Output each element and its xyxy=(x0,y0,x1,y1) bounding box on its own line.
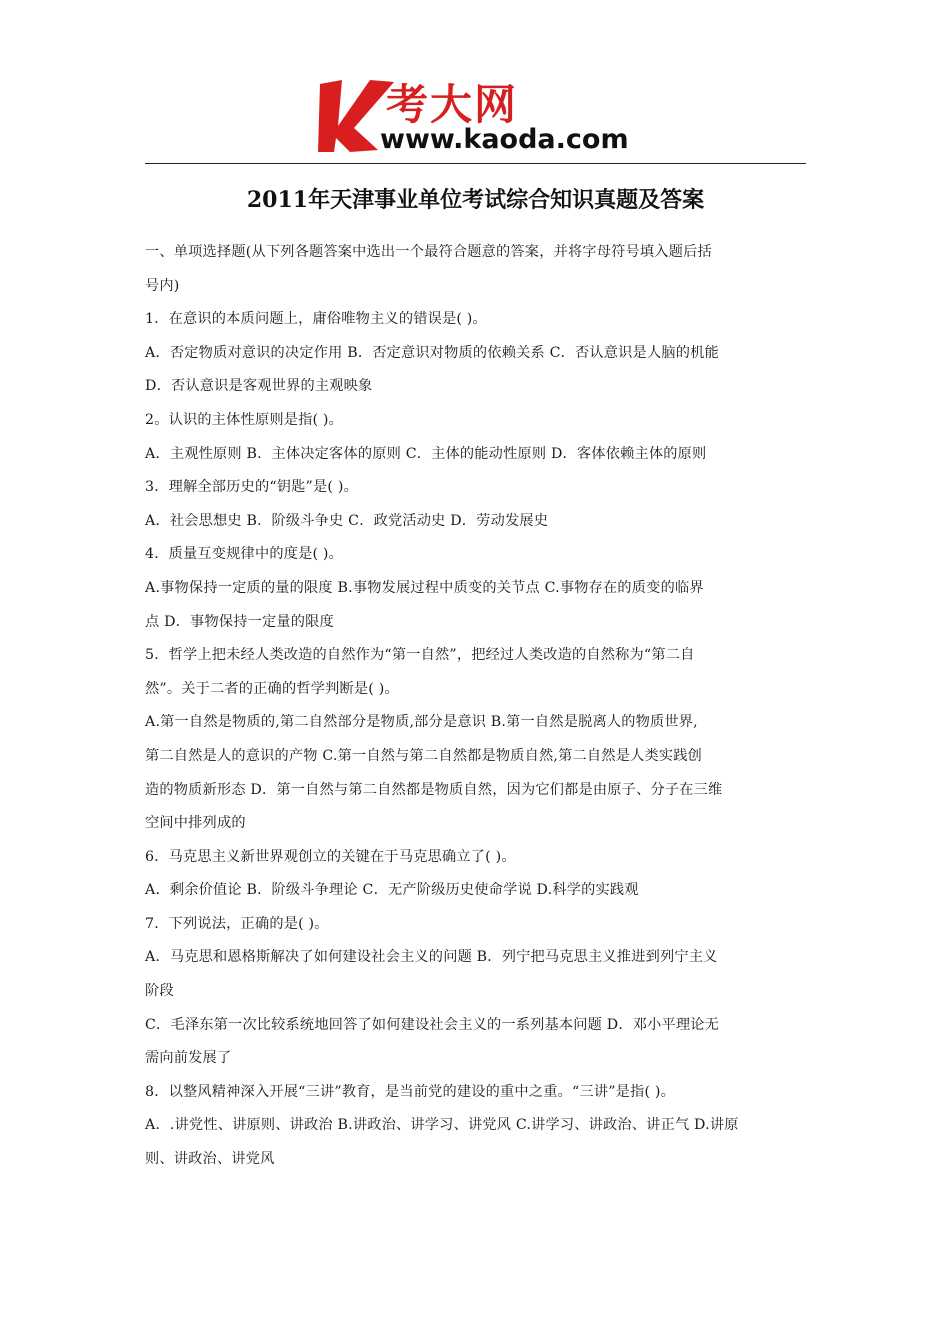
text-line: 第二自然是人的意识的产物 C.第一自然与第二自然都是物质自然,第二自然是人类实践创 xyxy=(145,747,703,764)
kaoda-logo xyxy=(318,78,648,158)
text-line: 然”。关于二者的正确的哲学判断是( )。 xyxy=(145,680,399,697)
text-line: C．毛泽东第一次比较系统地回答了如何建设社会主义的一系列基本问题 D．邓小平理论无 xyxy=(145,1016,720,1033)
text-line: 6．马克思主义新世界观创立的关键在于马克思确立了( )。 xyxy=(145,848,516,865)
text-line: A．剩余价值论 B．阶级斗争理论 C．无产阶级历史使命学说 D.科学的实践观 xyxy=(145,882,639,899)
text-line: 7．下列说法，正确的是( )。 xyxy=(145,915,329,932)
text-line: A．马克思和恩格斯解决了如何建设社会主义的问题 B．列宁把马克思主义推进到列宁主义 xyxy=(145,949,718,966)
text-line: A．社会思想史 B．阶级斗争史 C．政党活动史 D．劳动发展史 xyxy=(145,512,549,529)
text-line: A.事物保持一定质的量的限度 B.事物发展过程中质变的关节点 C.事物存在的质变的临界 xyxy=(145,579,704,596)
text-line: 一、单项选择题(从下列各题答案中选出一个最符合题意的答案，并将字母符号填入题后括 xyxy=(145,244,712,260)
text-line: 5．哲学上把未经人类改造的自然作为“第一自然”，把经过人类改造的自然称为“第二自 xyxy=(145,647,695,664)
page-title: 2011年天津事业单位考试综合知识真题及答案 xyxy=(246,187,705,213)
logo-url: www.kaoda.com xyxy=(380,124,629,155)
text-line: A.第一自然是物质的,第二自然部分是物质,部分是意识 B.第一自然是脱离人的物质世界, xyxy=(145,714,698,731)
document-body xyxy=(145,236,806,1177)
text-line: 4．质量互变规律中的度是( )。 xyxy=(145,546,344,563)
text-line: 则、讲政治、讲党风 xyxy=(145,1151,275,1168)
text-line: 空间中排列成的 xyxy=(145,815,246,832)
text-line: D．否认意识是客观世界的主观映象 xyxy=(145,378,373,395)
text-line: 3．理解全部历史的“钥匙”是( )。 xyxy=(145,479,358,496)
text-line: 1．在意识的本质问题上，庸俗唯物主义的错误是( )。 xyxy=(145,311,487,328)
header-divider xyxy=(145,163,806,164)
text-line: A．.讲党性、讲原则、讲政治 B.讲政治、讲学习、讲党风 C.讲学习、讲政治、讲正气 D.讲原 xyxy=(145,1117,739,1134)
text-line: A．否定物质对意识的决定作用 B．否定意识对物质的依赖关系 C．否认意识是人脑的机能 xyxy=(145,344,719,361)
text-line: 2。认识的主体性原则是指( )。 xyxy=(145,411,344,428)
text-line: 阶段 xyxy=(145,983,174,1000)
logo-text-cn: 考大网 xyxy=(386,80,519,129)
text-line: 号内) xyxy=(145,277,180,294)
text-line: 需向前发展了 xyxy=(145,1050,232,1067)
text-line: A．主观性原则 B．主体决定客体的原则 C．主体的能动性原则 D．客体依赖主体的原则 xyxy=(145,445,707,462)
text-line: 点 D．事物保持一定量的限度 xyxy=(145,613,334,630)
text-line: 8．以整风精神深入开展“三讲”教育，是当前党的建设的重中之重。“三讲”是指( )。 xyxy=(145,1083,676,1100)
text-line: 造的物质新形态 D．第一自然与第二自然都是物质自然，因为它们都是由原子、分子在三维 xyxy=(145,781,723,798)
